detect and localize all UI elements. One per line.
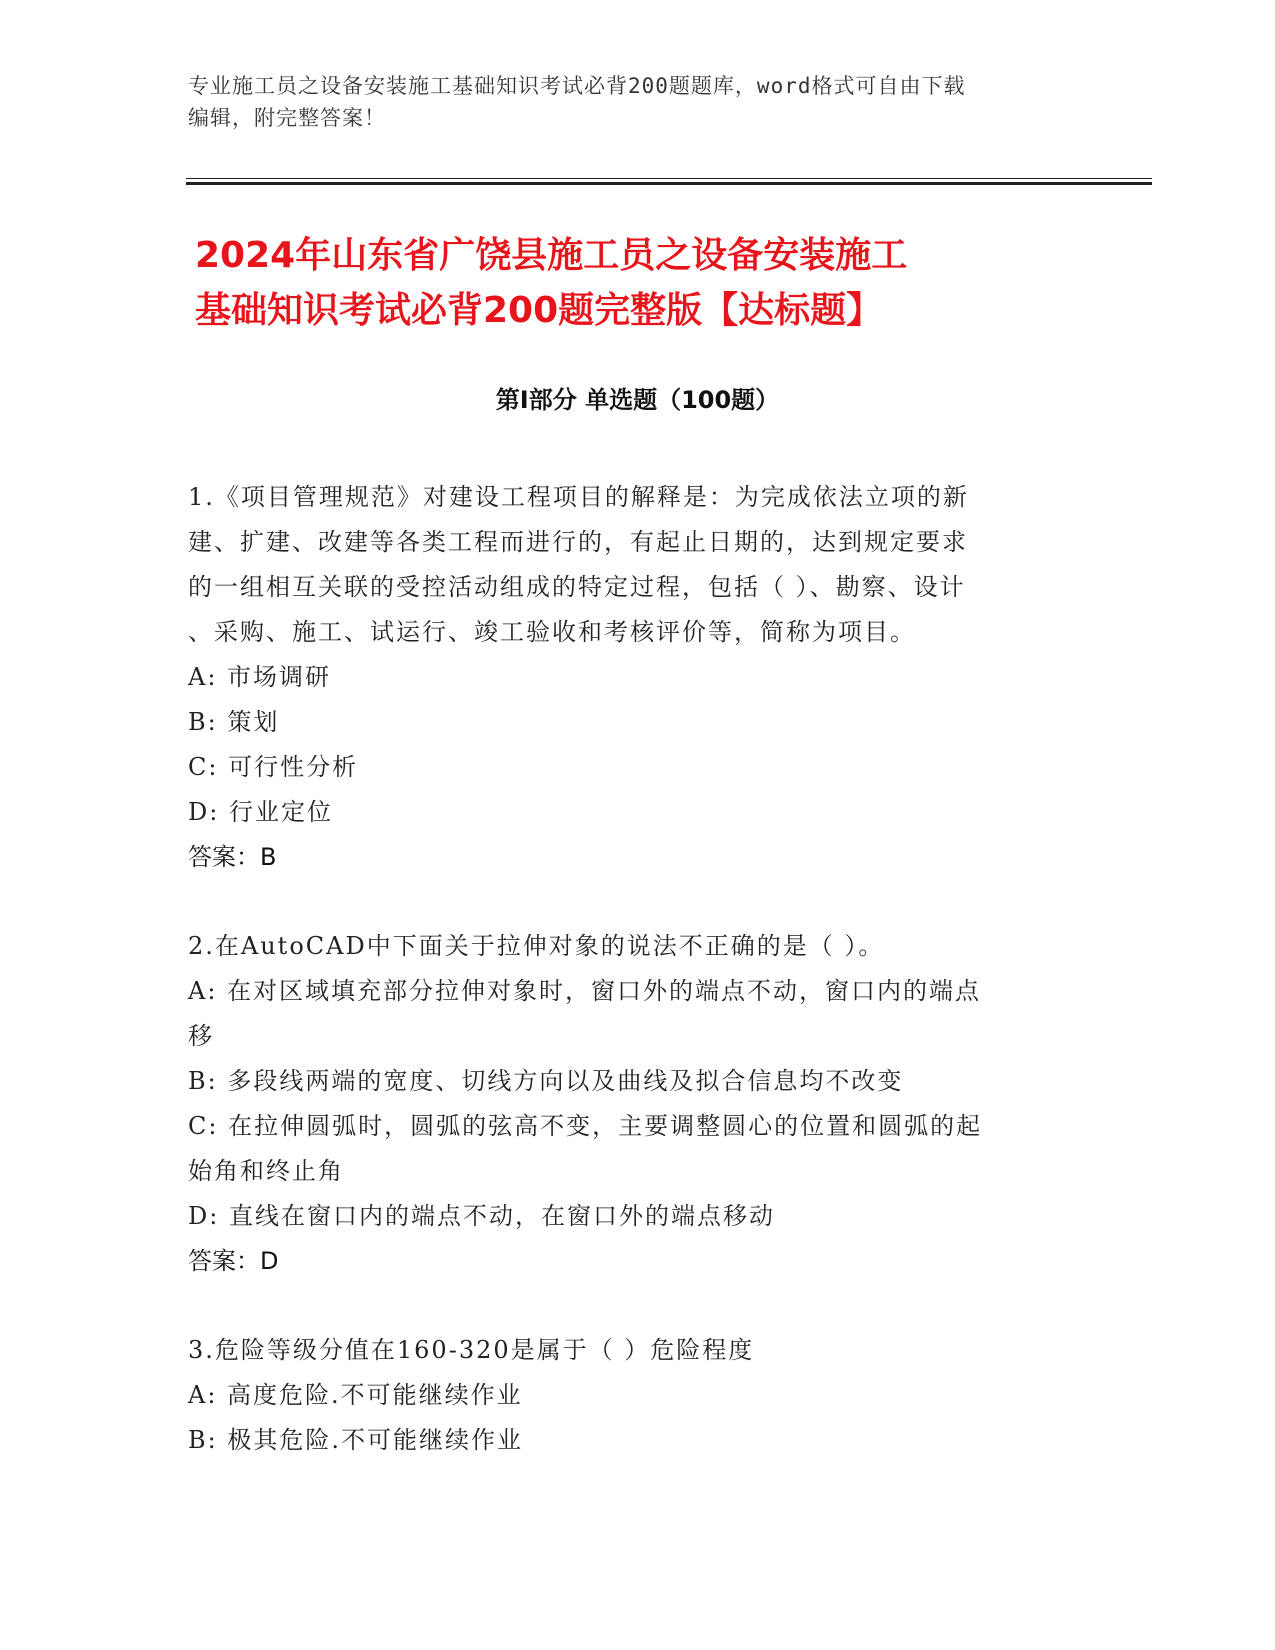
option-b: B: 多段线两端的宽度、切线方向以及曲线及拟合信息均不改变 [188,1067,904,1095]
question-2 [188,924,1078,1284]
header-divider-thick [186,182,1152,185]
document-title-line: 基础知识考试必背200题完整版【达标题】 [195,290,883,331]
answer: 答案：D [188,1247,279,1275]
question-stem-line: 、采购、施工、试运行、竣工验收和考核评价等，简称为项目。 [188,618,916,646]
option-a: A: 市场调研 [188,663,332,691]
header-divider-thin [186,178,1152,179]
option-a: A: 在对区域填充部分拉伸对象时，窗口外的端点不动，窗口内的端点 [188,977,982,1005]
option-b: B: 极其危险.不可能继续作业 [188,1426,523,1454]
question-stem-line: 的一组相互关联的受控活动组成的特定过程，包括（ ）、勘察、设计 [188,573,966,601]
option-d: D: 行业定位 [188,798,333,826]
question-3 [188,1328,1078,1463]
answer: 答案：B [188,843,277,871]
question-stem-line: 2.在AutoCAD中下面关于拉伸对象的说法不正确的是（ ）。 [188,932,885,960]
question-1 [188,475,1078,880]
header-note [188,70,1068,134]
document-title [195,228,1075,338]
question-stem-line: 3.危险等级分值在160-320是属于（ ）危险程度 [188,1336,755,1364]
option-b: B: 策划 [188,708,280,736]
question-stem-line: 1.《项目管理规范》对建设工程项目的解释是：为完成依法立项的新 [188,483,969,511]
option-c: C: 可行性分析 [188,753,359,781]
header-note-line: 专业施工员之设备安装施工基础知识考试必背200题题库，word格式可自由下载 [188,74,966,98]
header-note-line: 编辑，附完整答案！ [188,106,386,130]
option-c-continued: 始角和终止角 [188,1157,344,1185]
document-title-line: 2024年山东省广饶县施工员之设备安装施工 [195,235,908,276]
section-title: 第Ⅰ部分 单选题（100题） [495,386,780,414]
option-a: A: 高度危险.不可能继续作业 [188,1381,523,1409]
question-stem-line: 建、扩建、改建等各类工程而进行的，有起止日期的，达到规定要求 [188,528,968,556]
option-c: C: 在拉伸圆弧时，圆弧的弦高不变，主要调整圆心的位置和圆弧的起 [188,1112,983,1140]
option-d: D: 直线在窗口内的端点不动，在窗口外的端点移动 [188,1202,775,1230]
option-a-continued: 移 [188,1022,214,1050]
question-list [188,475,1078,1507]
